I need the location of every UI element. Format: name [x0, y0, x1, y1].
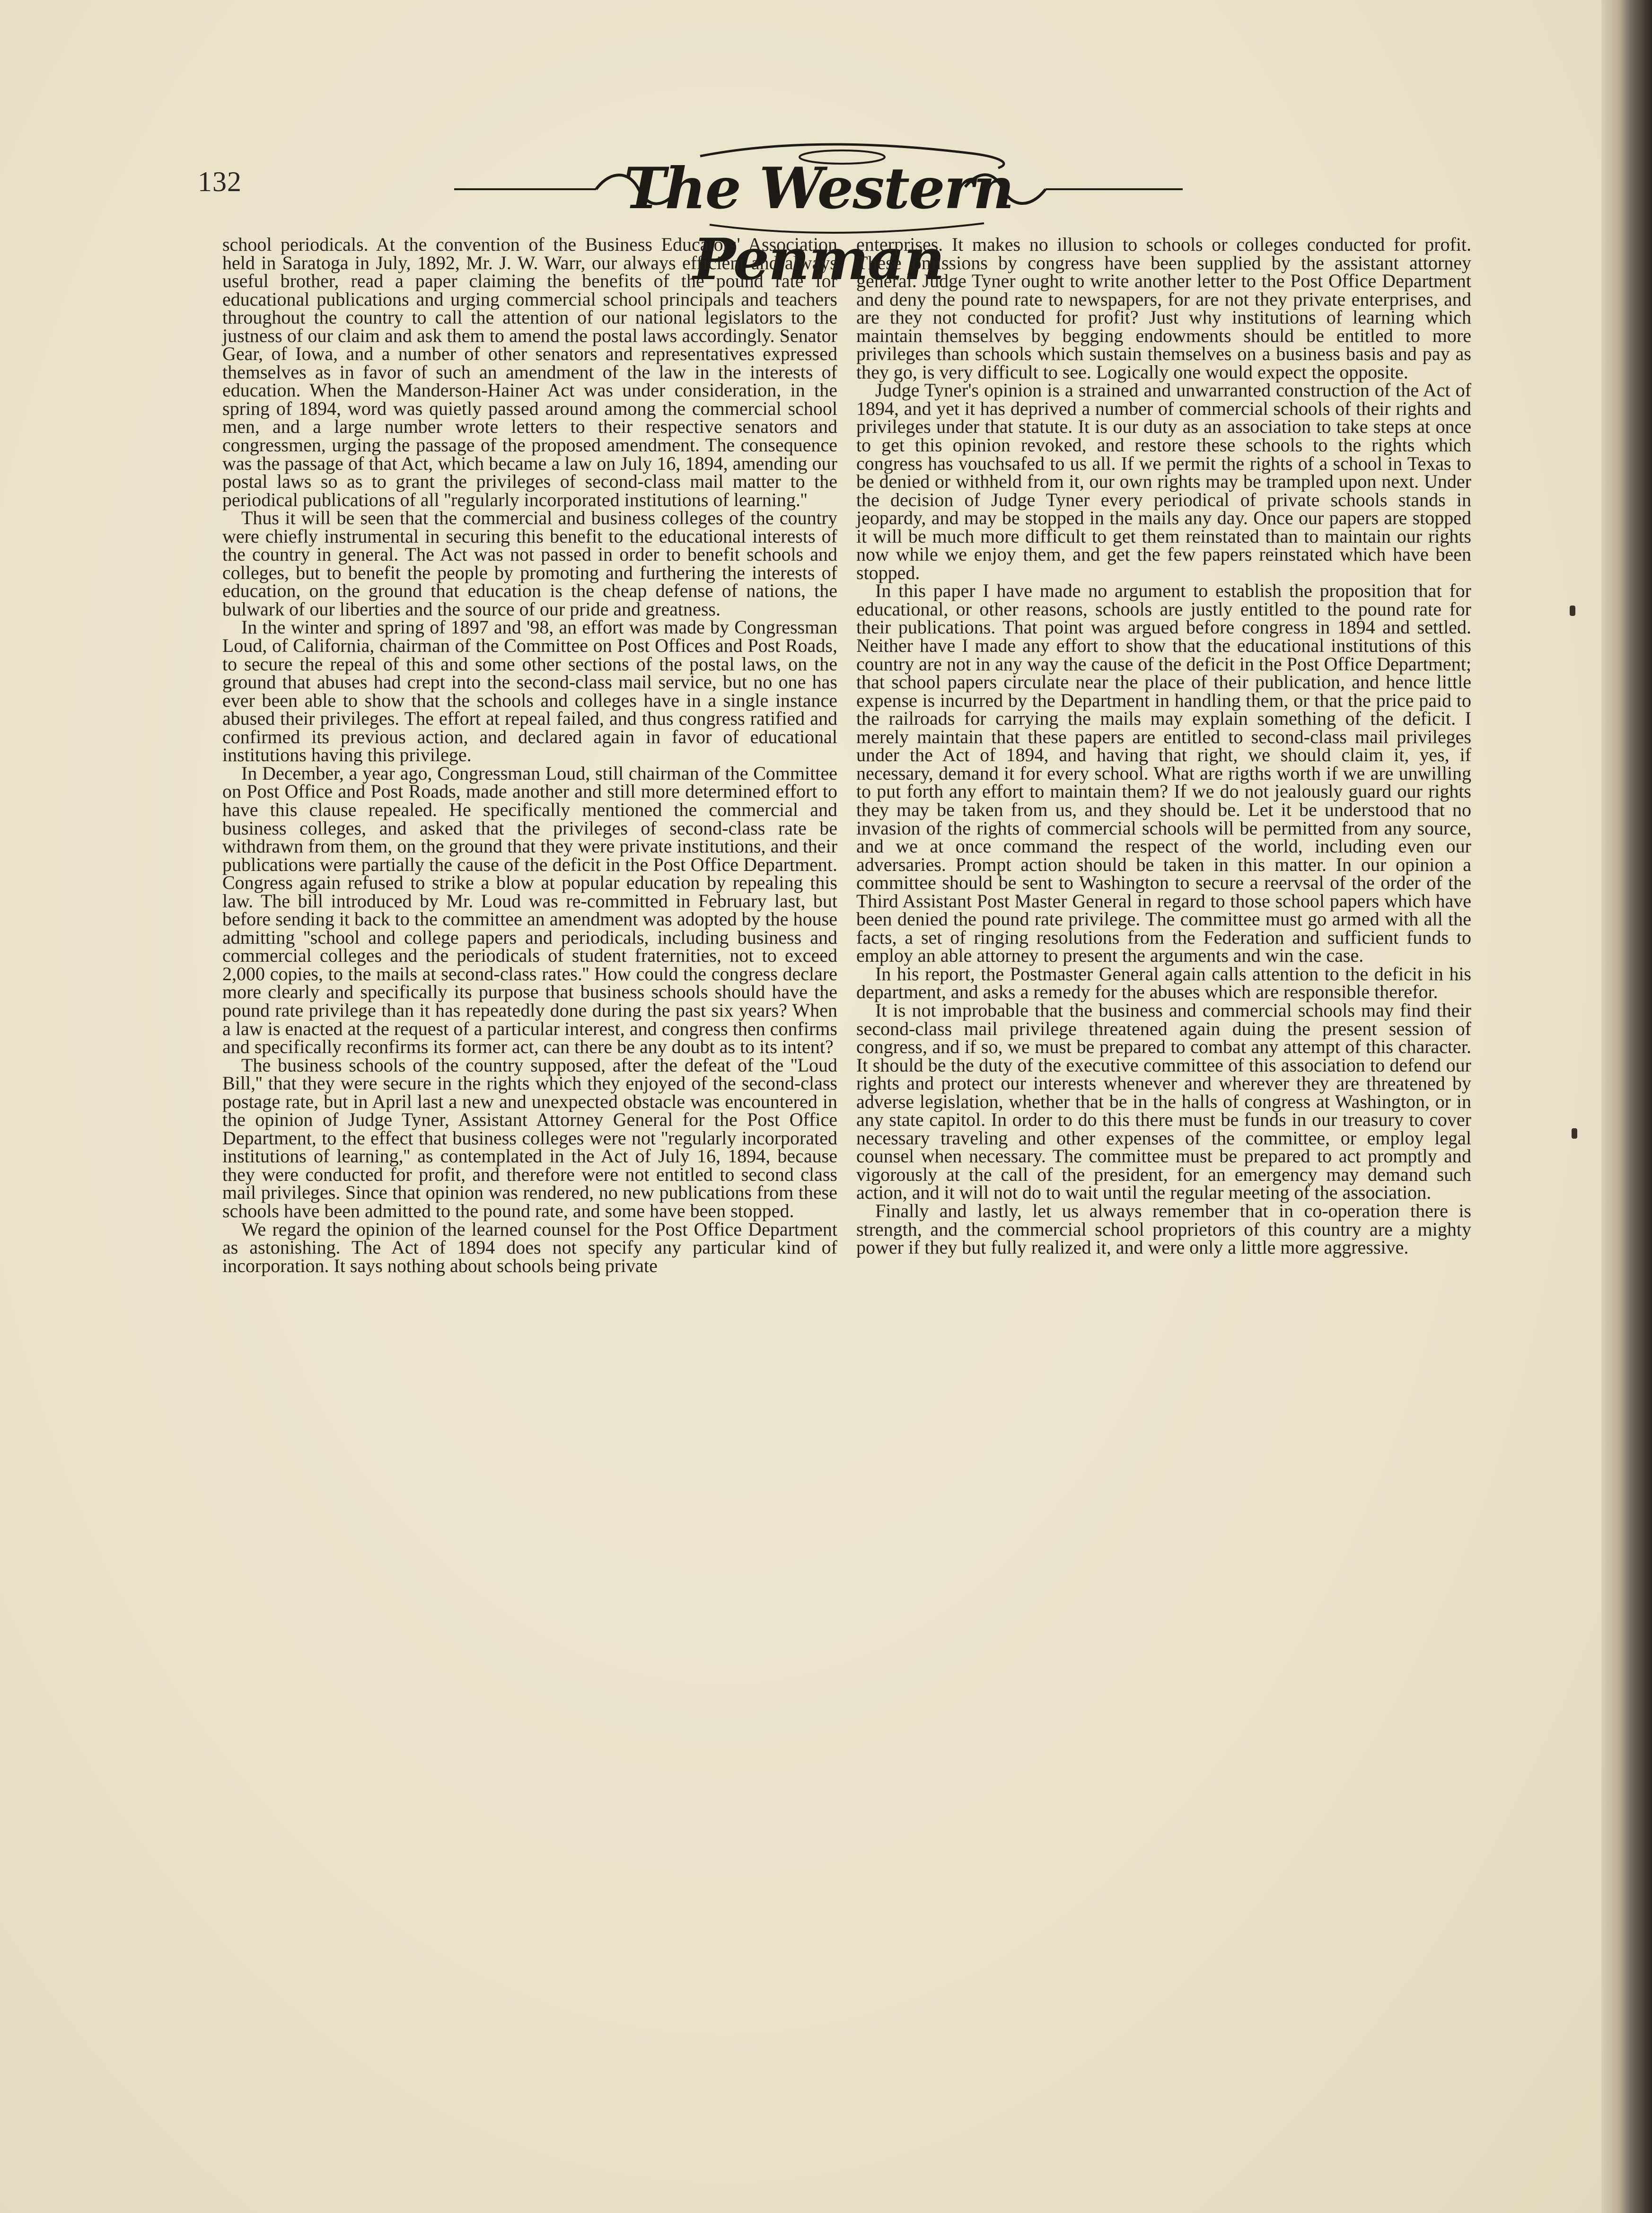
paragraph: In his report, the Postmaster General again calls attention to the deficit in his department, and asks a remedy for the abuses which are responsible therefor.	[856, 963, 1471, 1003]
paragraph: school periodicals. At the convention of the Business Educators' Association held in Saratoga in July, 1892, Mr. J. W. Warr, our always efficient and always useful brother, read a paper claiming the benefits of the pound rate for educational publications and urging commercial school principals and teachers throughout the country to call the attention of our national legislators to the justness of our claim and ask them to amend the postal laws accordingly. Senator Gear, of Iowa, and a number of other senators and representatives expressed themselves as in favor of such an amendment of the law in the interests of education. When the Manderson-Hainer Act was under consideration, in the spring of 1894, word was quietly passed around among the commercial school men, and a large number wrote letters to their respective senators and congressmen, urging the passage of the proposed amendment. The consequence was the passage of that Act, which became a law on July 16, 1894, amending our postal laws so as to grant the privileges of second-class mail matter to the periodical publications of all ''regularly incorporated institutions of learning.''	[222, 234, 837, 510]
paragraph: The business schools of the country supposed, after the defeat of the ''Loud Bill,'' that they were secure in the rights which they enjoyed of the second-class postage rate, but in April last a new and unexpected obstacle was encountered in the opinion of Judge Tyner, Assistant Attorney General for the Post Office Department, to the effect that business colleges were not ''regularly incorporated institutions of learning,'' as contemplated in the Act of July 16, 1894, because they were conducted for profit, and therefore were not entitled to second class mail privileges. Since that opinion was rendered, no new publications from these schools have been admitted to the pound rate, and some have been stopped.	[222, 1054, 837, 1221]
masthead-title: The Western Penman	[624, 155, 1013, 293]
text-column-left	[222, 236, 837, 1275]
margin-ink-mark	[1572, 1128, 1577, 1139]
paragraph: It is not improbable that the business and commercial schools may find their second-class mail privilege threatened again duing the present session of congress, and if so, we must be prepared to combat any attempt of this character. It should be the duty of the executive committee of this association to defend our rights and protect our interests whenever and wherever they are threatened by adverse legislation, whether that be in the halls of congress at Washington, or in any state capitol. In order to do this there must be funds in our treasury to cover necessary traveling and other expenses of the committee, or employ legal counsel when necessary. The committee must be prepared to act promptly and vigorously at the call of the president, for an emergency may demand such action, and it will not do to wait until the regular meeting of the association.	[856, 999, 1471, 1203]
paragraph: In this paper I have made no argument to establish the proposition that for educational, or other reasons, schools are justly entitled to the pound rate for their publications. That point was argued before congress in 1894 and settled. Neither have I made any effort to show that the educational institutions of this country are not in any way the cause of the deficit in the Post Office Department; that school papers circulate near the place of their publication, and hence little expense is incurred by the Department in handling them, or that the price paid to the railroads for carrying the mails may explain something of the deficit. I merely maintain that these papers are entitled to second-class mail privileges under the Act of 1894, and having that right, we should claim it, yes, if necessary, demand it for every school. What are rigths worth if we are unwilling to put forth any effort to maintain them? If we do not jealously guard our rights they may be taken from us, and they should be. Let it be understood that no invasion of the rights of commercial schools will be permitted from any source, and we at once command the respect of the world, including even our adversaries. Prompt action should be taken in this matter. In our opinion a committee should be sent to Washington to secure a reervsal of the order of the Third Assistant Post Master General in regard to those school papers which have been denied the pound rate privilege. The committee must go armed with all the facts, a set of ringing resolutions from the Federation and sufficient funds to employ an able attorney to present the arguments and win the case.	[856, 580, 1471, 966]
page-number: 132	[198, 166, 242, 197]
paragraph: In the winter and spring of 1897 and '98, an effort was made by Congressman Loud, of California, chairman of the Committee on Post Offices and Post Roads, to secure the repeal of this and some other sections of the postal laws, on the ground that abuses had crept into the second-class mail service, but no one has ever been able to show that the schools and colleges have in a single instance abused their privileges. The effort at repeal failed, and thus congress ratified and confirmed its previous action, and declared again in favor of educational institutions having this privilege.	[222, 616, 837, 766]
paragraph: In December, a year ago, Congressman Loud, still chairman of the Committee on Post Office and Post Roads, made another and still more determined effort to have this clause repealed. He specifically mentioned the commercial and business colleges, and asked that the privileges of second-class rate be withdrawn from them, on the ground that they were private institutions, and their publications were partially the cause of the deficit in the Post Office Department. Congress again refused to strike a blow at popular education by repealing this law. The bill introduced by Mr. Loud was re-committed in February last, but before sending it back to the committee an amendment was adopted by the house admitting ''school and college papers and periodicals, including business and commercial colleges and the periodicals of student fraternities, not to exceed 2,000 copies, to the mails at second-class rates.'' How could the congress declare more clearly and specifically its purpose that business schools should have the pound rate privilege than it has repeatedly done during the past six years? When a law is enacted at the request of a particular interest, and congress then confirms and specifically reconfirms its former act, can there be any doubt as to its intent?	[222, 762, 837, 1058]
masthead	[454, 142, 1183, 293]
paragraph: Judge Tyner's opinion is a strained and unwarranted construction of the Act of 1894, and yet it has deprived a number of commercial schools of their rights and privileges under that statute. It is our duty as an association to take steps at once to get this opinion revoked, and restore these schools to the rights which congress has vouchsafed to us all. If we permit the rights of a school in Texas to be denied or withheld from it, our own rights may be trampled upon next. Under the decision of Judge Tyner every periodical of private schools stands in jeopardy, and may be stopped in the mails any day. Once our papers are stopped it will be much more difficult to get them reinstated than to maintain our rights now while we enjoy them, and get the few papers reinstated which have been stopped.	[856, 379, 1471, 583]
page-edge-shadow	[1601, 0, 1652, 2213]
text-column-right	[856, 236, 1471, 1257]
paragraph: enterprises. It makes no illusion to schools or colleges conducted for profit. These omissions by congress have been supplied by the assistant attorney general. Judge Tyner ought to write another letter to the Post Office Department and deny the pound rate to newspapers, for are not they private enterprises, and are they not conducted for profit? Just why institutions of learning which maintain themselves by begging endowments should be entitled to more privileges than schools which sustain themselves on a business basis and pay as they go, is very difficult to see. Logically one would expect the opposite.	[856, 234, 1471, 383]
margin-ink-mark	[1570, 606, 1575, 616]
paragraph: Thus it will be seen that the commercial and business colleges of the country were chiefly instrumental in securing this benefit to the educational interests of the country in general. The Act was not passed in order to benefit schools and colleges, but to benefit the people by promoting and furthering the interests of education, on the ground that education is the cheap defense of nations, the bulwark of our liberties and the source of our pride and greatness.	[222, 507, 837, 620]
paragraph: We regard the opinion of the learned counsel for the Post Office Department as astonishing. The Act of 1894 does not specify any particular kind of incorporation. It says nothing about schools being private	[222, 1218, 837, 1276]
paragraph: Finally and lastly, let us always remember that in co-operation there is strength, and the commercial school proprietors of this country are a mighty power if they but fully realized it, and were only a little more aggressive.	[856, 1200, 1471, 1258]
